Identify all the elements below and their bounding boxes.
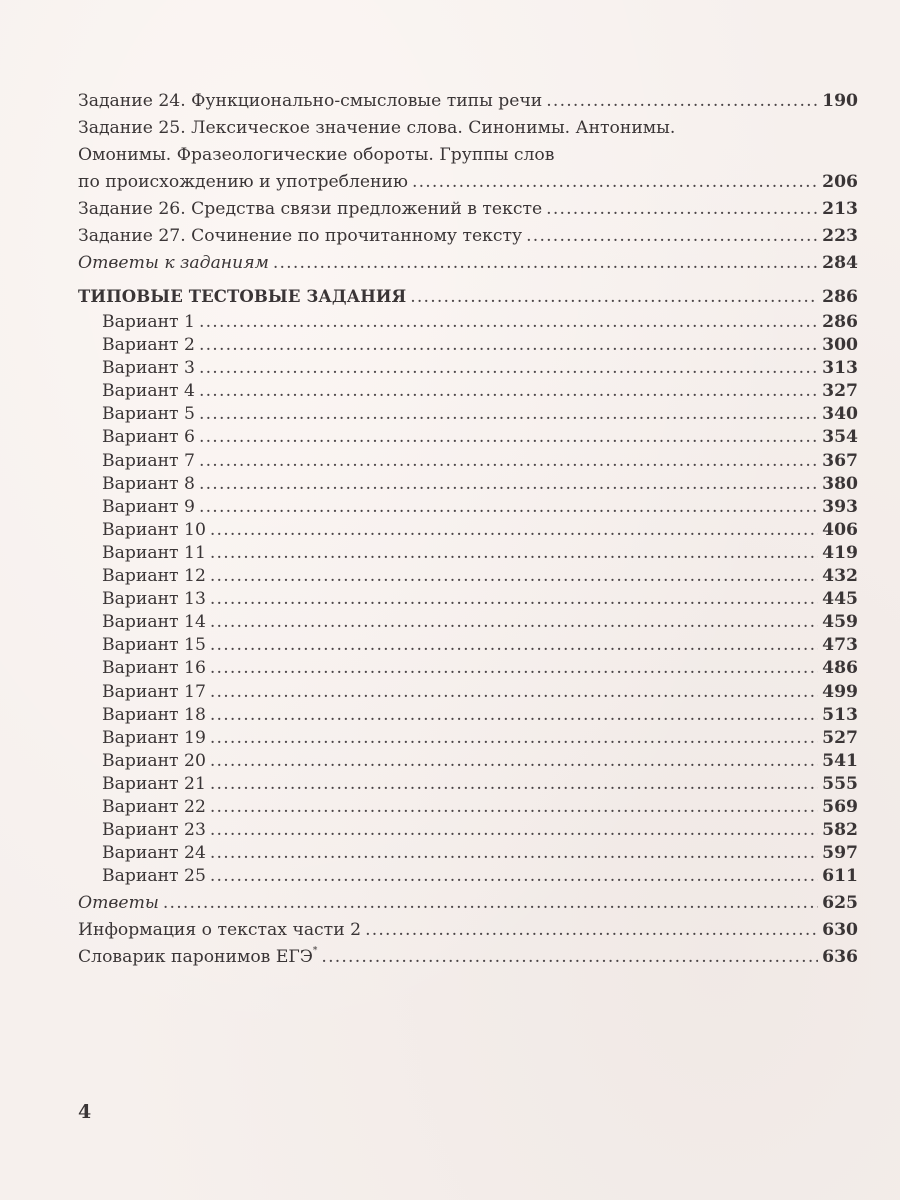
toc-entry-label: Ответы к заданиям	[78, 253, 269, 273]
toc-entry-variant[interactable]	[78, 588, 858, 611]
toc-entry-label-text: Словарик паронимов ЕГЭ	[78, 947, 313, 968]
toc-entry-task-answers[interactable]	[78, 252, 858, 275]
toc-entry-label: Задание 27. Сочинение по прочитанному тексту	[78, 226, 523, 246]
toc-entry-label: Вариант 2	[102, 335, 195, 356]
toc-entry-variant[interactable]	[78, 634, 858, 657]
toc-entry-label: Вариант 23	[102, 820, 206, 841]
leader-dots	[199, 334, 818, 357]
toc-entry-variant[interactable]	[78, 473, 858, 496]
toc-entry-page: 284	[822, 253, 858, 273]
toc-entry-label: Информация о текстах части 2	[78, 920, 362, 941]
toc-entry-label: Вариант 18	[102, 704, 206, 725]
leader-dots	[210, 634, 818, 657]
toc-entry-label-line: Омонимы. Фразеологические обороты. Группы слов	[78, 145, 555, 165]
toc-entry-task-25[interactable]	[78, 117, 858, 194]
leader-dots	[210, 565, 818, 588]
toc-entry-page: 300	[822, 335, 858, 356]
toc-entry-label: Вариант 7	[102, 450, 195, 471]
toc-entry-page: 213	[822, 199, 858, 219]
toc-entry-label: по происхождению и употреблению	[78, 172, 408, 192]
leader-dots	[210, 657, 818, 680]
toc-entry-variant[interactable]	[78, 311, 858, 334]
toc-entry-label	[78, 946, 317, 969]
toc-entry-variant[interactable]	[78, 450, 858, 473]
leader-dots	[163, 892, 818, 915]
toc-entry-variant[interactable]	[78, 426, 858, 449]
leader-dots	[210, 588, 818, 611]
toc-entry-label: Вариант 5	[102, 404, 195, 425]
toc-entry-page: 555	[822, 773, 858, 794]
toc-entry-label: Вариант 8	[102, 473, 195, 494]
leader-dots	[321, 946, 818, 969]
toc-entry-page: 313	[822, 358, 858, 379]
toc-entry-page: 541	[822, 750, 858, 771]
leader-dots	[199, 426, 818, 449]
toc-entry-label: Вариант 21	[102, 773, 206, 794]
toc-entry-variant[interactable]	[78, 403, 858, 426]
leader-dots	[210, 611, 818, 634]
toc-entry-label: Вариант 4	[102, 381, 195, 402]
toc-entry-page: 486	[822, 658, 858, 679]
toc-entry-page: 223	[822, 226, 858, 246]
toc-entry-label: Вариант 6	[102, 427, 195, 448]
toc-entry-page: 354	[822, 427, 858, 448]
leader-dots	[199, 311, 818, 334]
leader-dots	[210, 865, 818, 888]
toc-entry-label: Вариант 10	[102, 519, 206, 540]
toc-entry-page: 569	[822, 796, 858, 817]
toc-entry-page: 340	[822, 404, 858, 425]
toc-entry-page: 459	[822, 612, 858, 633]
toc-entry-page: 445	[822, 589, 858, 610]
toc-entry-variant[interactable]	[78, 565, 858, 588]
toc-entry-page: 499	[822, 681, 858, 702]
toc-entry-variant[interactable]	[78, 796, 858, 819]
toc-entry-label: Вариант 9	[102, 496, 195, 517]
toc-entry-texts-info[interactable]	[78, 919, 858, 942]
toc-entry-page: 636	[822, 947, 858, 968]
leader-dots	[210, 773, 818, 796]
toc-entry-variant[interactable]	[78, 704, 858, 727]
toc-entry-variant[interactable]	[78, 865, 858, 888]
leader-dots	[273, 252, 818, 275]
toc-entry-label: Вариант 14	[102, 612, 206, 633]
toc-entry-variant[interactable]	[78, 542, 858, 565]
leader-dots	[199, 380, 818, 403]
leader-dots	[210, 750, 818, 773]
toc-entry-variant[interactable]	[78, 750, 858, 773]
toc-entry-page: 513	[822, 704, 858, 725]
leader-dots	[365, 919, 818, 942]
toc-entry-page: 582	[822, 820, 858, 841]
toc-entry-page: 406	[822, 519, 858, 540]
leader-dots	[210, 842, 818, 865]
toc-entry-page: 419	[822, 542, 858, 563]
toc-entry-label: Вариант 12	[102, 566, 206, 587]
toc-entry-label: Вариант 15	[102, 635, 206, 656]
toc-entry-page: 611	[822, 866, 858, 887]
page-number: 4	[78, 1101, 92, 1123]
toc-entry-task-27[interactable]	[78, 225, 858, 248]
toc-entry-label: Ответы	[78, 893, 159, 914]
toc-entry-variant[interactable]	[78, 727, 858, 750]
leader-dots	[199, 403, 818, 426]
toc-entry-label: Задание 26. Средства связи предложений в тексте	[78, 199, 543, 219]
leader-dots	[412, 171, 818, 194]
toc-entry-label: Вариант 1	[102, 312, 195, 332]
toc-entry-label-line: Задание 25. Лексическое значение слова. Синонимы. Антонимы.	[78, 118, 676, 138]
toc-entry-page: 625	[822, 893, 858, 914]
toc-section-typical-tests[interactable]	[78, 285, 858, 308]
show-through-text	[75, 68, 80, 86]
leader-dots	[199, 496, 818, 519]
leader-dots	[210, 519, 818, 542]
toc-entry-page: 190	[822, 91, 858, 111]
leader-dots	[526, 225, 818, 248]
leader-dots	[210, 796, 818, 819]
leader-dots	[199, 357, 818, 380]
toc-entry-label: Вариант 13	[102, 589, 206, 610]
leader-dots	[199, 450, 818, 473]
leader-dots	[210, 542, 818, 565]
leader-dots	[210, 704, 818, 727]
toc-entry-page: 327	[822, 381, 858, 402]
leader-dots	[546, 198, 818, 221]
toc-entry-label: Вариант 11	[102, 542, 206, 563]
toc-entry-variant[interactable]	[78, 681, 858, 704]
toc-entry-page: 473	[822, 635, 858, 656]
leader-dots	[210, 681, 818, 704]
toc-entry-label: Вариант 25	[102, 866, 206, 887]
toc-entry-variant[interactable]	[78, 842, 858, 865]
toc-entry-variant[interactable]	[78, 773, 858, 796]
toc-entry-page: 393	[822, 496, 858, 517]
toc-entry-page: 432	[822, 566, 858, 587]
toc-entry-page: 367	[822, 450, 858, 471]
toc-entry-paronyms[interactable]	[78, 946, 858, 969]
toc-entry-page: 286	[822, 287, 858, 307]
toc-entry-variant[interactable]	[78, 380, 858, 403]
toc-entry-page: 527	[822, 727, 858, 748]
toc-entry-variant[interactable]	[78, 819, 858, 842]
toc-entry-page: 380	[822, 473, 858, 494]
leader-dots	[546, 90, 818, 113]
toc-entry-label: Задание 24. Функционально-смысловые типы речи	[78, 91, 543, 111]
toc-entry-page: 206	[822, 172, 858, 192]
toc-entry-label: Вариант 16	[102, 658, 206, 679]
toc-entry-variant[interactable]	[78, 657, 858, 680]
leader-dots	[199, 473, 818, 496]
toc-entry-label: Вариант 24	[102, 843, 206, 864]
toc-entry-label: Вариант 22	[102, 796, 206, 817]
leader-dots	[410, 286, 818, 309]
toc-entry-variant[interactable]	[78, 519, 858, 542]
toc-entry-label: Вариант 19	[102, 727, 206, 748]
toc-entry-label: Вариант 17	[102, 681, 206, 702]
toc-entry-page: 597	[822, 843, 858, 864]
table-of-contents	[78, 90, 858, 969]
toc-entry-task-24[interactable]	[78, 90, 858, 113]
toc-entry-variant[interactable]	[78, 357, 858, 380]
footnote-marker: *	[312, 946, 318, 957]
toc-entry-variant[interactable]	[78, 496, 858, 519]
toc-entry-page: 286	[822, 312, 858, 332]
toc-entry-variant[interactable]	[78, 611, 858, 634]
toc-entry-label: Вариант 3	[102, 358, 195, 379]
toc-entry-page: 630	[822, 920, 858, 941]
leader-dots	[210, 819, 818, 842]
toc-section-label: ТИПОВЫЕ ТЕСТОВЫЕ ЗАДАНИЯ	[78, 287, 407, 306]
variant-list	[78, 311, 858, 888]
toc-entry-answers[interactable]	[78, 892, 858, 915]
toc-entry-task-26[interactable]	[78, 198, 858, 221]
toc-entry-label: Вариант 20	[102, 750, 206, 771]
toc-entry-variant[interactable]	[78, 334, 858, 357]
leader-dots	[210, 727, 818, 750]
